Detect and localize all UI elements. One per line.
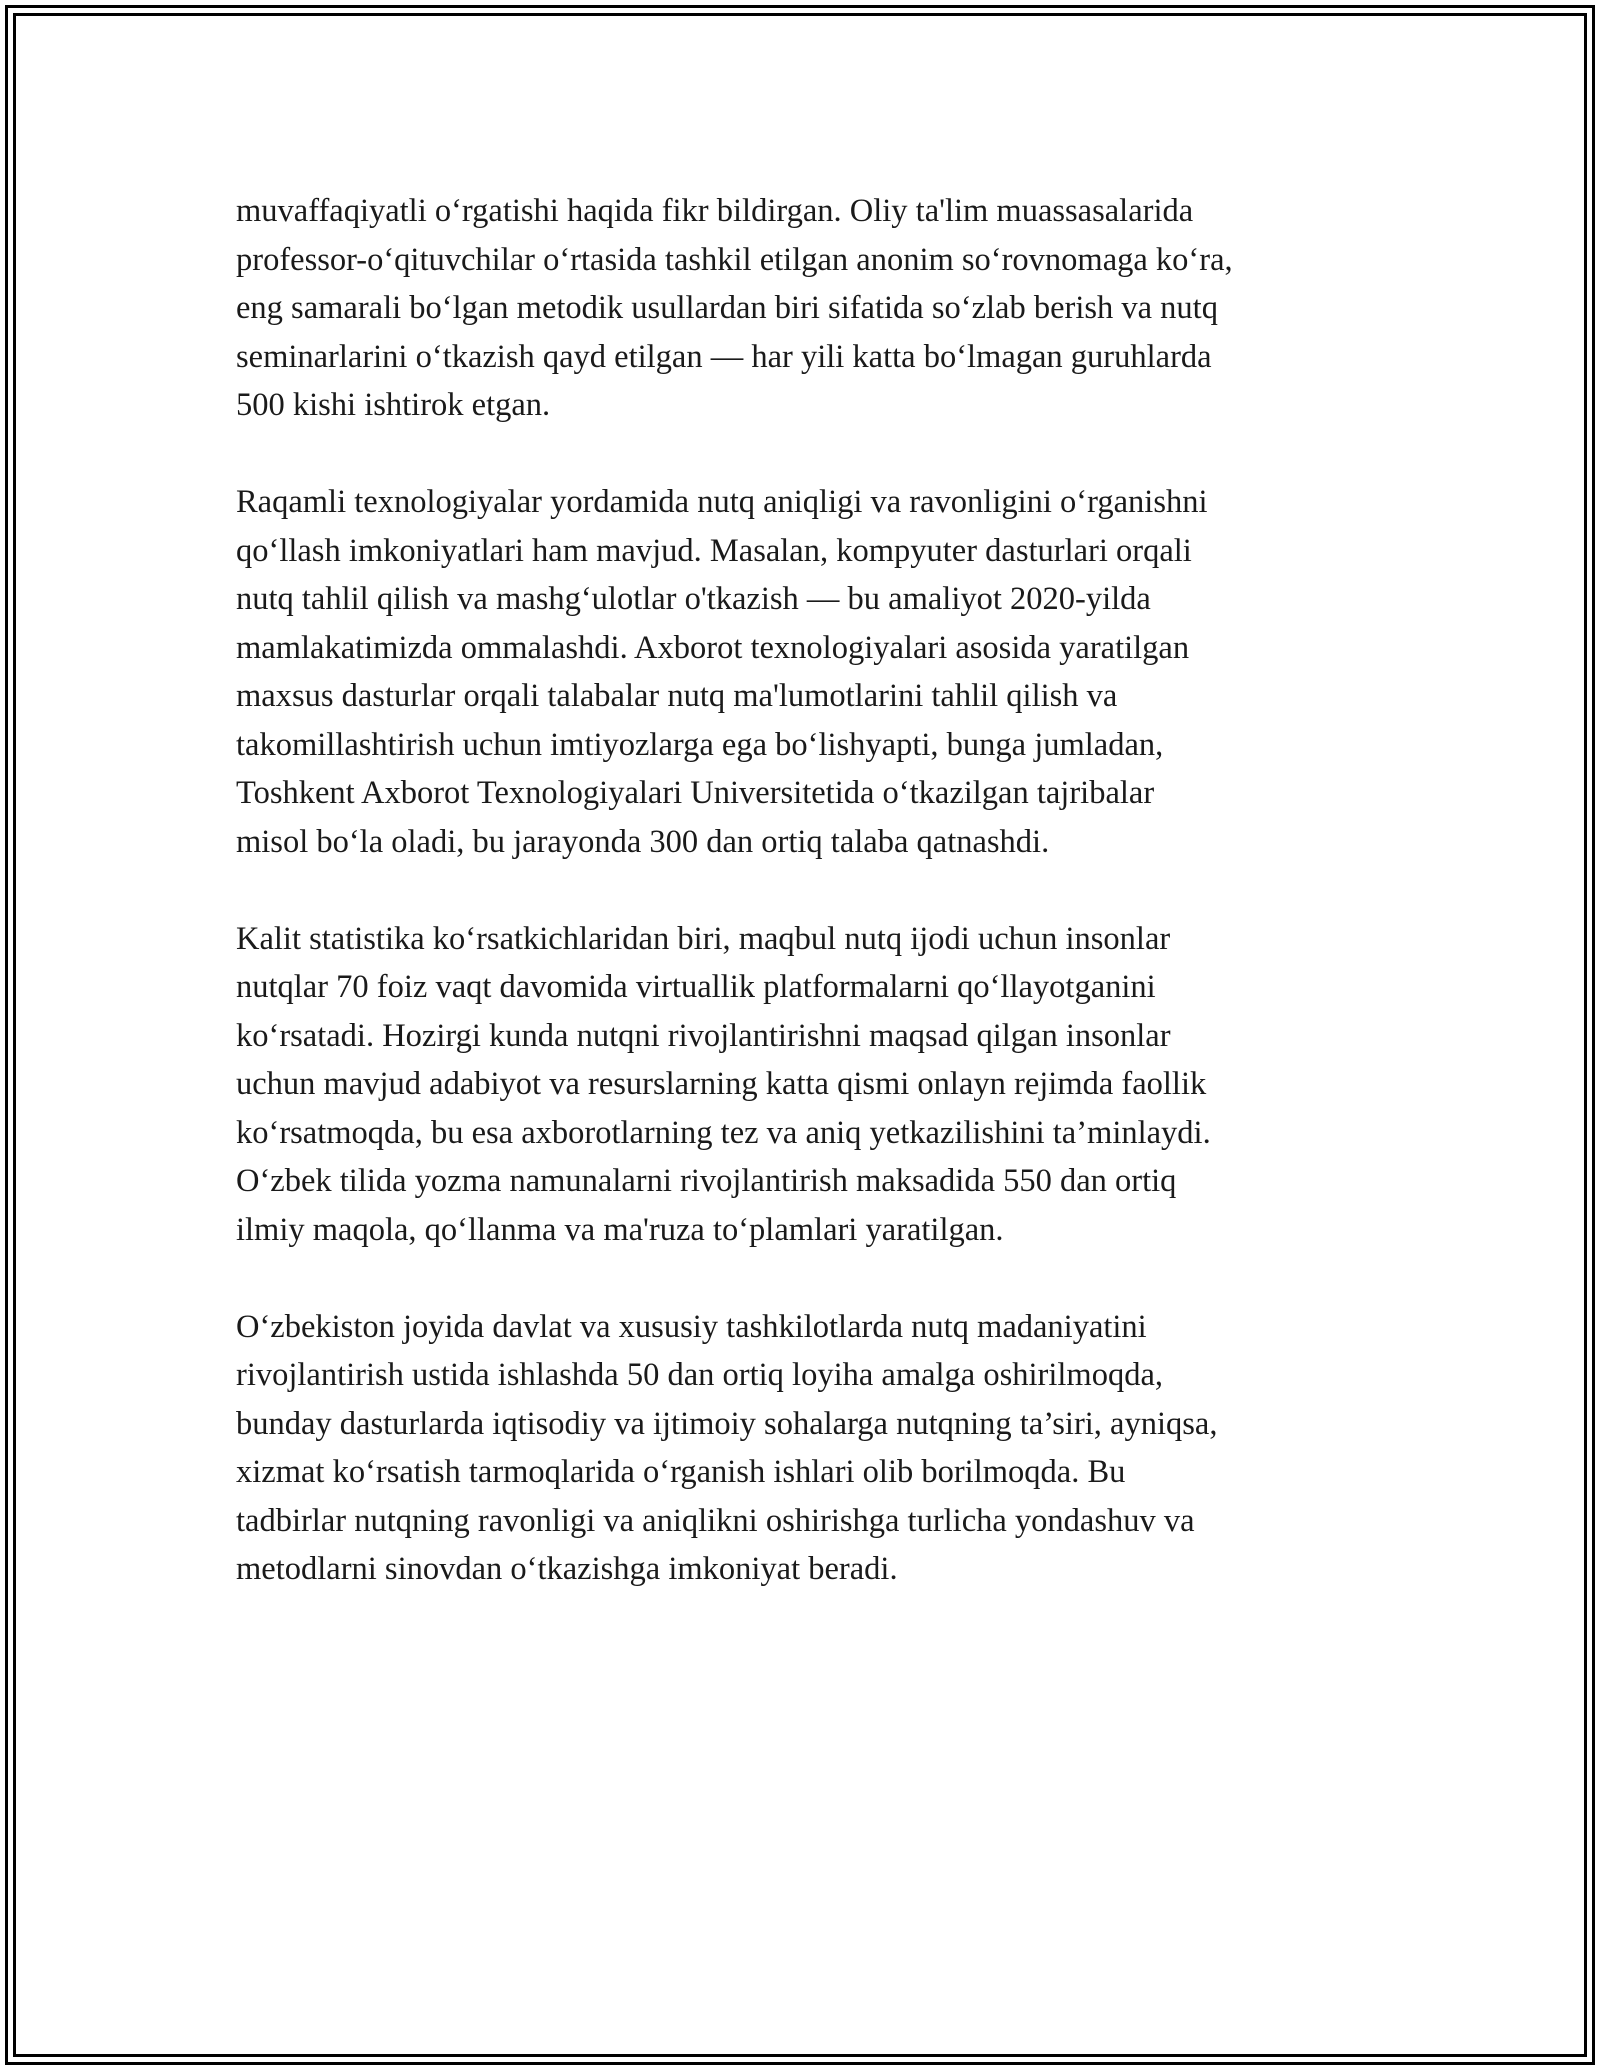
paragraph-2: Raqamli texnologiyalar yordamida nutq aniqligi va ravonligini o‘rganishni qo‘llash imkoniyatlari ham mavjud. Masalan, kompyuter dasturlari orqali nutq tahlil qilish va mashg‘ulotlar o'tkazish — bu amaliyot 2020-yilda mamlakatimizda ommalashdi. Axborot texnologiyalari asosida yaratilgan maxsus dasturlar orqali talabalar nutq ma'lumotlarini tahlil qilish va takomillashtirish uchun imtiyozlarga ega bo‘lishyapti, bunga jumladan, Toshkent Axborot Texnologiyalari Universitetida o‘tkazilgan tajribalar misol bo‘la oladi, bu jarayonda 300 dan ortiq talaba qatnashdi. [236,484,1208,860]
paragraph-3: Kalit statistika ko‘rsatkichlaridan biri, maqbul nutq ijodi uchun insonlar nutqlar 70 foiz vaqt davomida virtuallik platformalarni qo‘llayotganini ko‘rsatadi. Hozirgi kunda nutqni rivojlantirishni maqsad qilgan insonlar uchun mavjud adabiyot va resurslarning katta qismi onlayn rejimda faollik ko‘rsatmoqda, bu esa axborotlarning tez va aniq yetkazilishini ta’minlaydi. O‘zbek tilida yozma namunalarni rivojlantirish maksadida 550 dan ortiq ilmiy maqola, qo‘llanma va ma'ruza to‘plamlari yaratilgan. [236,920,1211,1248]
document-body [236,187,1396,1642]
paragraph-1: muvaffaqiyatli o‘rgatishi haqida fikr bildirgan. Oliy ta'lim muassasalarida professor-o‘qituvchilar o‘rtasida tashkil etilgan anonim so‘rovnomaga ko‘ra, eng samarali bo‘lgan metodik usullardan biri sifatida so‘zlab berish va nutq seminarlarini o‘tkazish qayd etilgan — har yili katta bo‘lmagan guruhlarda 500 kishi ishtirok etgan. [236,193,1233,423]
paragraph-4: O‘zbekiston joyida davlat va xususiy tashkilotlarda nutq madaniyatini rivojlantirish ustida ishlashda 50 dan ortiq loyiha amalga oshirilmoqda, bunday dasturlarda iqtisodiy va ijtimoiy sohalarga nutqning ta’siri, ayniqsa, xizmat ko‘rsatish tarmoqlarida o‘rganish ishlari olib borilmoqda. Bu tadbirlar nutqning ravonligi va aniqlikni oshirishga turlicha yondashuv va metodlarni sinovdan o‘tkazishga imkoniyat beradi. [236,1308,1218,1587]
